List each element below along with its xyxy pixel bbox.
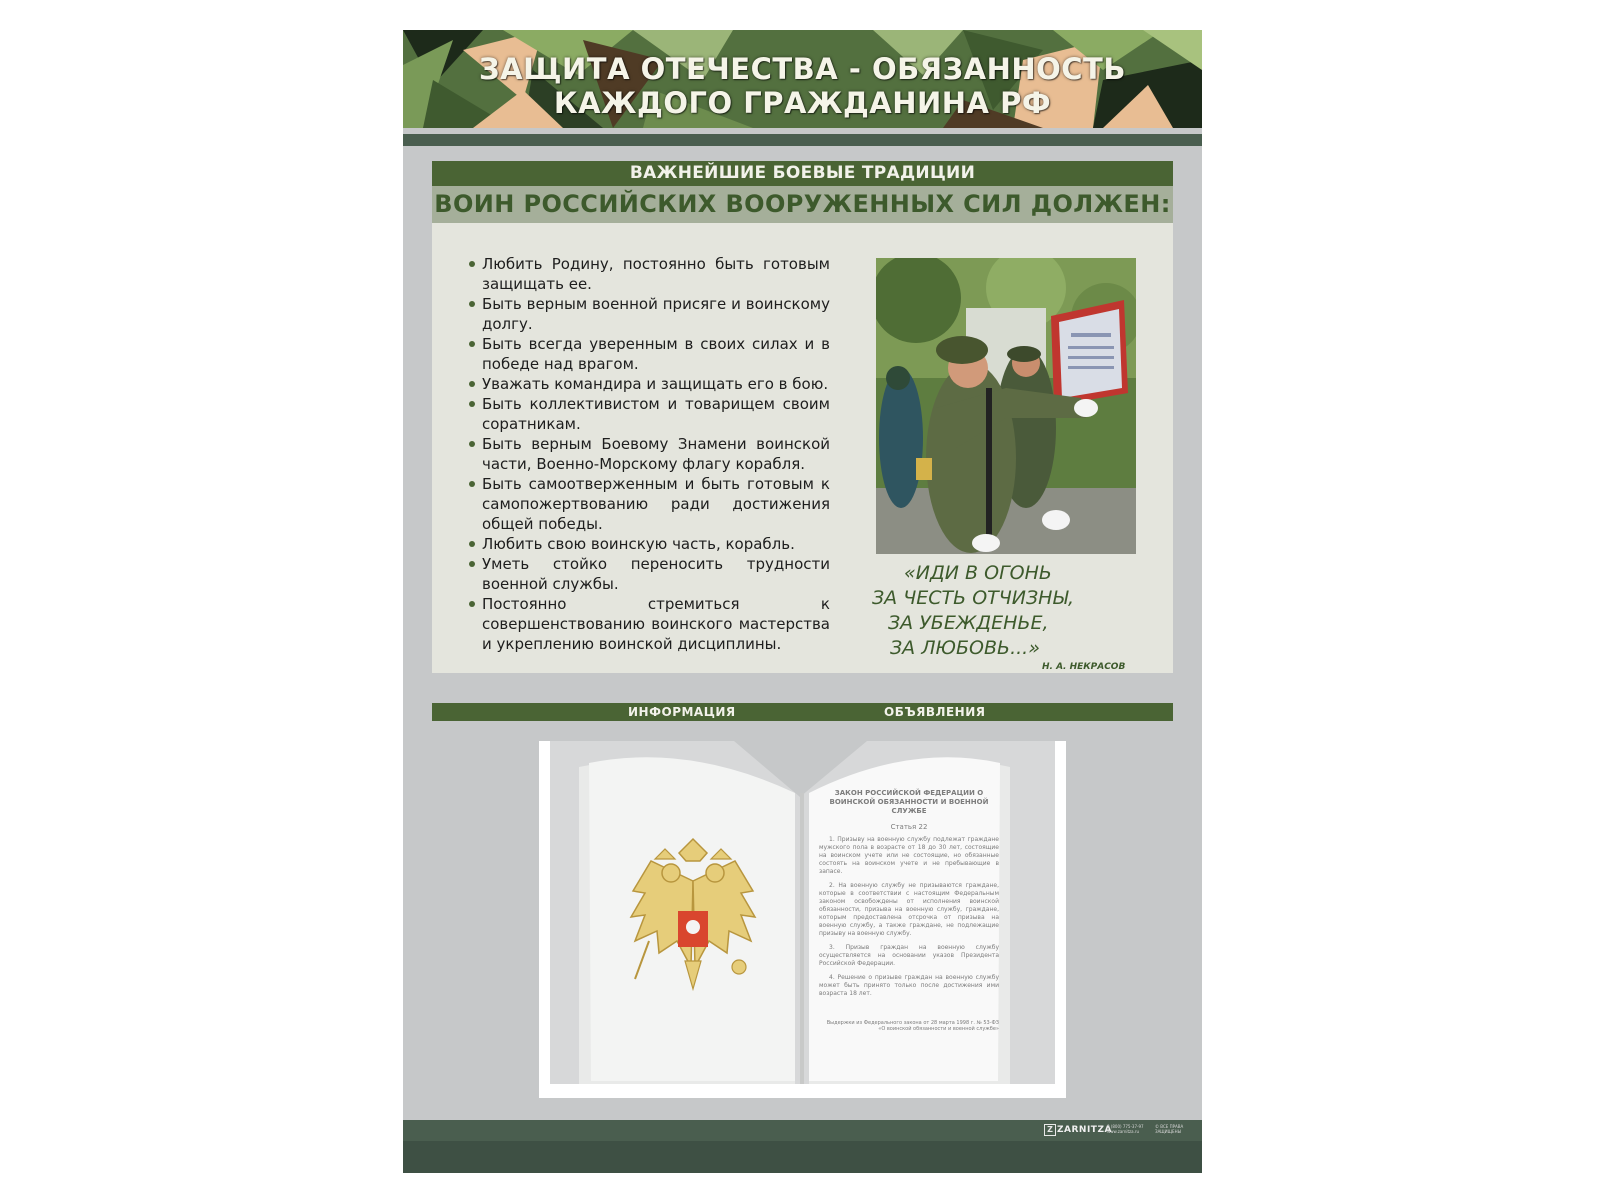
quote-author: Н. А. НЕКРАСОВ [1042, 662, 1126, 672]
footer-strip [403, 1120, 1202, 1141]
footer-site: www.zarnitza.ru [1107, 1129, 1140, 1134]
law-paragraph: 3. Призыв граждан на военную службу осуществляется на основании указов Президента Российской Федерации. [819, 944, 999, 967]
duty-item: Быть самоотверженным и быть готовым к самопожертвованию ради достижения общей победы. [468, 474, 830, 534]
duty-item: Постоянно стремиться к совершенствованию воинского мастерства и укреплению воинской дисциплины. [468, 594, 830, 654]
soldiers-oath-photo [876, 258, 1136, 554]
poster [403, 30, 1202, 1173]
duties-list [468, 254, 830, 654]
quote-line2: ЗА ЧЕСТЬ ОТЧИЗНЫ, [872, 587, 1075, 609]
law-paragraph: 2. На военную службу не призываются граждане, которые в соответствии с настоящим Федеральным законом освобождены от исполнения воинской обязанности, призыва на военную службу, граждане, которым предоставлена отсрочка от призыва на военную службу, а также граждане, не подлежащие призыву на военную службу. [819, 882, 999, 937]
poster-title-line1: ЗАЩИТА ОТЕЧЕСТВА - ОБЯЗАННОСТЬ [479, 52, 1126, 86]
law-paragraph: 4. Решение о призыве граждан на военную службу может быть принято только после достижения ими возраста 18 лет. [819, 974, 999, 997]
law-paragraph: 1. Призыву на военную службу подлежат граждане мужского пола в возрасте от 18 до 30 лет, состоящие на воинском учете или не состоящие, но обязанные состоять на воинском учете и не пребывающие в запасе. [819, 836, 999, 875]
footer-phone: 8 (800) 775-37-97 [1107, 1124, 1144, 1129]
duty-item: Быть всегда уверенным в своих силах и в победе над врагом. [468, 334, 830, 374]
quote-line3: ЗА УБЕЖДЕНЬЕ, [888, 612, 1049, 634]
law-title: ЗАКОН РОССИЙСКОЙ ФЕДЕРАЦИИ О ВОИНСКОЙ ОБЯЗАННОСТИ И ВОЕННОЙ СЛУЖБЕ [829, 789, 989, 815]
duty-item: Любить свою воинскую часть, корабль. [468, 534, 830, 554]
quote-line4: ЗА ЛЮБОВЬ...» [890, 637, 1040, 659]
section-subtitle: ВАЖНЕЙШИЕ БОЕВЫЕ ТРАДИЦИИ [432, 161, 1173, 186]
footer-rights [1155, 1124, 1183, 1134]
footer-rights-line2: ЗАЩИЩЕНЫ [1155, 1129, 1182, 1134]
camouflage-header [403, 30, 1202, 128]
law-source: Выдержки из Федерального закона от 28 марта 1998 г. № 53-ФЗ «О воинской обязанности и военной службе» [826, 1020, 999, 1032]
duty-item: Любить Родину, постоянно быть готовым защищать ее. [468, 254, 830, 294]
duties-panel [432, 223, 1173, 673]
poster-title-line2: КАЖДОГО ГРАЖДАНИНА РФ [553, 86, 1052, 120]
zarnitza-logo: ZARNITZA [1057, 1125, 1112, 1135]
section-title: ВОИН РОССИЙСКИХ ВООРУЖЕННЫХ СИЛ ДОЛЖЕН: [432, 186, 1173, 223]
duty-item: Уметь стойко переносить трудности военной службы. [468, 554, 830, 594]
open-book-panel [539, 741, 1066, 1098]
poster-title [403, 52, 1202, 120]
info-label: ИНФОРМАЦИЯ [628, 705, 736, 719]
footer-rights-line1: © ВСЕ ПРАВА [1155, 1124, 1184, 1129]
header-strip [403, 134, 1202, 146]
duty-item: Быть верным Боевому Знамени воинской части, Военно-Морскому флагу корабля. [468, 434, 830, 474]
soldiers-oath-illustration [876, 258, 1136, 554]
info-band [432, 703, 1173, 721]
announcements-label: ОБЪЯВЛЕНИЯ [884, 705, 986, 719]
zarnitza-logo-icon: Z [1044, 1124, 1056, 1136]
duty-item: Уважать командира и защищать его в бою. [468, 374, 830, 394]
duty-item: Быть коллективистом и товарищем своим соратникам. [468, 394, 830, 434]
law-excerpt [819, 789, 999, 1032]
footer-contacts [1107, 1124, 1144, 1134]
footer [403, 1120, 1202, 1173]
law-article: Статья 22 [890, 823, 928, 831]
quote [872, 561, 1142, 661]
quote-line1: «ИДИ В ОГОНЬ [904, 562, 1052, 584]
duty-item: Быть верным военной присяге и воинскому долгу. [468, 294, 830, 334]
